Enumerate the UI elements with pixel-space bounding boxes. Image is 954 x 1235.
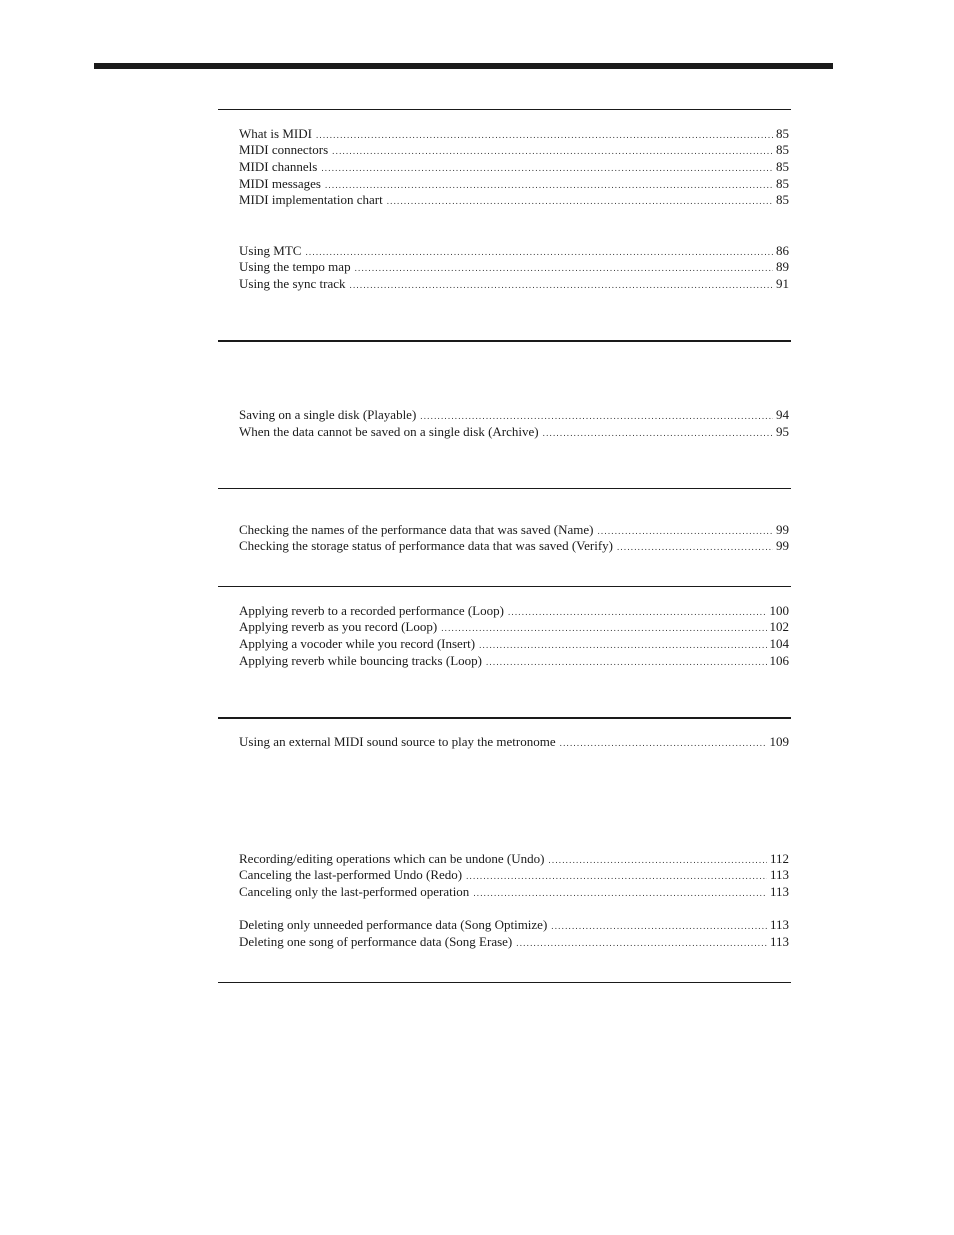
toc-entry-page: 85: [776, 159, 789, 174]
toc-entry-title: Using an external MIDI sound source to play the metronome: [239, 734, 556, 749]
toc-entry-title: Using the sync track: [239, 276, 346, 291]
toc-entry-title: MIDI messages: [239, 176, 321, 191]
toc-entry-title: Canceling only the last-performed operation: [239, 884, 470, 899]
toc-entry-page: 85: [776, 142, 789, 157]
section-divider: [218, 717, 791, 719]
toc-entry-page: 113: [769, 884, 789, 899]
toc-entry[interactable]: [239, 141, 789, 158]
dot-leader: [473, 885, 767, 902]
toc-entry[interactable]: [239, 883, 789, 900]
toc-entry-page: 102: [769, 619, 789, 634]
toc-entry-page: 109: [769, 734, 789, 749]
toc-entry-title: When the data cannot be saved on a single disk (Archive): [239, 424, 539, 439]
toc-entry-page: 106: [769, 653, 789, 668]
toc-entry-title: Checking the names of the performance data that was saved (Name): [239, 522, 594, 537]
dot-leader: [486, 654, 767, 671]
toc-entry-page: 99: [776, 522, 789, 537]
toc-entry[interactable]: [239, 175, 789, 192]
toc-entry-title: Applying reverb as you record (Loop): [239, 619, 438, 634]
toc-entry-title: Recording/editing operations which can be undone (Undo): [239, 851, 545, 866]
toc-entry-title: Canceling the last-performed Undo (Redo): [239, 867, 463, 882]
toc-entry-page: 100: [769, 603, 789, 618]
toc-entry-title: Deleting one song of performance data (Song Erase): [239, 934, 513, 949]
toc-entry-title: What is MIDI: [239, 126, 312, 141]
dot-leader: [543, 425, 773, 442]
toc-entry-page: 86: [776, 243, 789, 258]
dot-leader: [387, 193, 773, 210]
toc-entry-page: 94: [776, 407, 789, 422]
toc-entry-page: 112: [769, 851, 789, 866]
toc-entry-title: Using MTC: [239, 243, 302, 258]
toc-entry-title: Applying reverb to a recorded performance (Loop): [239, 603, 504, 618]
toc-entry-page: 99: [776, 538, 789, 553]
toc-entry[interactable]: [239, 933, 789, 950]
toc-entry-title: MIDI connectors: [239, 142, 329, 157]
toc-entry-title: Checking the storage status of performance data that was saved (Verify): [239, 538, 613, 553]
toc-entry-page: 85: [776, 192, 789, 207]
header-rule: [94, 63, 833, 69]
toc-entry-page: 104: [769, 636, 789, 651]
toc-entry[interactable]: [239, 242, 789, 259]
toc-entry-title: MIDI implementation chart: [239, 192, 383, 207]
toc-entry-page: 85: [776, 126, 789, 141]
toc-entry-title: Applying a vocoder while you record (Insert): [239, 636, 476, 651]
toc-entry[interactable]: [239, 158, 789, 175]
toc-entry-page: 91: [776, 276, 789, 291]
dot-leader: [560, 735, 767, 752]
toc-entry-page: 85: [776, 176, 789, 191]
toc-entry[interactable]: [239, 866, 789, 883]
section-divider: [218, 109, 791, 110]
toc-entry[interactable]: [239, 733, 789, 750]
toc-entry[interactable]: [239, 275, 789, 292]
toc-entry[interactable]: [239, 125, 789, 142]
toc-entry-page: 89: [776, 259, 789, 274]
toc-entry[interactable]: [239, 258, 789, 275]
toc-entry[interactable]: [239, 652, 789, 669]
toc-entry[interactable]: [239, 916, 789, 933]
section-divider: [218, 340, 791, 342]
toc-entry[interactable]: [239, 191, 789, 208]
toc-entry-page: 113: [769, 917, 789, 932]
toc-entry[interactable]: [239, 406, 789, 423]
toc-entry-page: 113: [769, 867, 789, 882]
toc-entry[interactable]: [239, 537, 789, 554]
toc-entry-title: Applying reverb while bouncing tracks (Loop): [239, 653, 482, 668]
dot-leader: [516, 935, 767, 952]
section-divider: [218, 982, 791, 983]
section-divider: [218, 586, 791, 587]
toc-entry[interactable]: [239, 850, 789, 867]
dot-leader: [617, 539, 773, 556]
toc-entry-title: MIDI channels: [239, 159, 318, 174]
toc-entry-page: 113: [769, 934, 789, 949]
toc-entry-page: 95: [776, 424, 789, 439]
toc-entry-title: Saving on a single disk (Playable): [239, 407, 417, 422]
toc-entry-title: Using the tempo map: [239, 259, 351, 274]
toc-entry[interactable]: [239, 618, 789, 635]
toc-entry-title: Deleting only unneeded performance data (Song Optimize): [239, 917, 548, 932]
toc-entry[interactable]: [239, 602, 789, 619]
toc-entry[interactable]: [239, 521, 789, 538]
toc-entry[interactable]: [239, 635, 789, 652]
dot-leader: [350, 277, 773, 294]
section-divider: [218, 488, 791, 489]
toc-entry[interactable]: [239, 423, 789, 440]
